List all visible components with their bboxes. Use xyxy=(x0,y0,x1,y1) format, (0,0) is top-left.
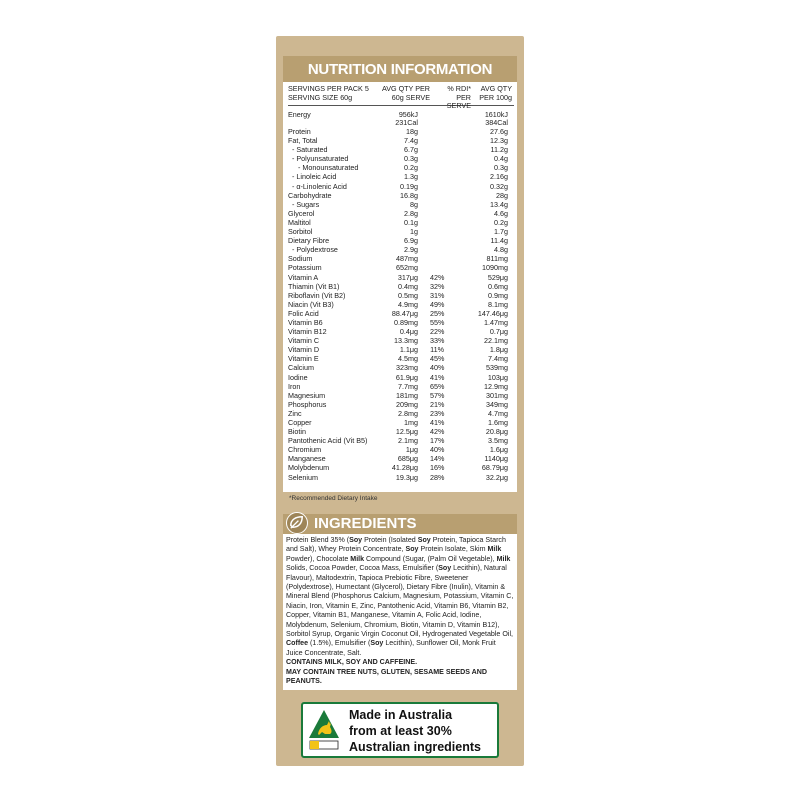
per-serve-value: 2.8mg xyxy=(398,408,418,418)
per-serve-value: 12.5μg xyxy=(395,427,418,437)
col-rdi-line1: % RDI* xyxy=(447,84,471,93)
per-100g-value: 1.7g xyxy=(494,227,508,237)
nutrient-name: Manganese xyxy=(288,454,326,464)
table-row xyxy=(288,254,514,263)
nutrient-name: Iodine xyxy=(288,372,308,382)
nutrient-name: Protein xyxy=(288,127,311,136)
table-row xyxy=(288,209,514,218)
per-serve-value: 0.19g xyxy=(400,181,418,191)
per-serve-value: 4.5mg xyxy=(398,354,418,364)
rdi-value: 23% xyxy=(430,408,445,418)
per-100g-value: 3.5mg xyxy=(488,436,508,446)
table-row xyxy=(288,218,514,227)
per-serve-value: 6.7g xyxy=(404,145,418,155)
nutrition-rows xyxy=(288,110,514,482)
per-serve-value: 4.9mg xyxy=(398,299,418,309)
ingredient-text: Compound (Sugar, (Palm Oil Vegetable), xyxy=(364,554,497,563)
table-row xyxy=(288,245,514,254)
per-serve-value: 181mg xyxy=(396,390,418,400)
table-row xyxy=(288,191,514,200)
rdi-value: 49% xyxy=(430,299,445,309)
table-row xyxy=(288,263,514,272)
per-100g-value: 103μg xyxy=(487,372,508,382)
table-row xyxy=(288,154,514,163)
serving-size: SERVING SIZE 60g xyxy=(288,92,353,102)
nutrient-name: Thiamin (Vit B1) xyxy=(288,281,340,291)
allergen-word: Soy xyxy=(405,545,419,554)
per-100g-value: 11.2g xyxy=(490,145,508,155)
table-row xyxy=(288,354,514,363)
rdi-value: 42% xyxy=(430,272,445,282)
rdi-value: 33% xyxy=(430,336,445,346)
per-serve-value: 88.47μg xyxy=(391,308,418,318)
table-row xyxy=(288,110,514,127)
per-serve-value: 7.4g xyxy=(404,136,418,146)
per-serve-value: 1.1μg xyxy=(399,345,418,355)
badge-line3: Australian ingredients xyxy=(349,740,481,754)
nutrient-name: Maltitol xyxy=(288,217,311,227)
per-100g-value: 28g xyxy=(496,190,508,200)
servings-info xyxy=(288,85,378,102)
rdi-value: 21% xyxy=(430,399,445,409)
table-row xyxy=(288,445,514,454)
table-row xyxy=(288,436,514,445)
nutrient-name: Carbohydrate xyxy=(288,190,332,200)
rdi-value: 41% xyxy=(430,418,445,427)
table-row xyxy=(288,318,514,327)
per-100g-value: 1.6μg xyxy=(489,445,508,455)
nutrient-name: Folic Acid xyxy=(288,308,319,318)
col-per-serve-line1: AVG QTY PER xyxy=(381,84,430,93)
per-100g-value: 32.2μg xyxy=(485,472,508,482)
per-serve-value: 1.3g xyxy=(404,172,418,182)
allergen-word: Coffee xyxy=(286,639,309,648)
nutrient-name: Phosphorus xyxy=(288,399,327,409)
per-100g-value: 0.6mg xyxy=(488,281,508,291)
per-serve-value: 2.8g xyxy=(404,208,418,218)
rdi-value: 55% xyxy=(430,317,445,327)
nutrient-name: Magnesium xyxy=(288,390,326,400)
per-100g-value: 529μg xyxy=(487,272,508,282)
per-serve-value: 6.9g xyxy=(404,236,418,246)
per-serve-value: 323mg xyxy=(396,363,418,373)
per-serve-value: 0.89mg xyxy=(394,317,418,327)
rdi-value: 28% xyxy=(430,472,445,482)
nutrient-name: Iron xyxy=(288,381,301,391)
table-row xyxy=(288,227,514,236)
rdi-value: 65% xyxy=(430,381,445,391)
table-row xyxy=(288,454,514,463)
per-serve-value: 317μg xyxy=(397,272,418,282)
per-serve-value: 209mg xyxy=(396,399,418,409)
per-100g-value: 27.6g xyxy=(490,127,508,136)
nutrient-name: - Monounsaturated xyxy=(288,163,359,173)
nutrient-name: - Polydextrose xyxy=(288,245,338,255)
per-100g-value: 4.8g xyxy=(494,245,508,255)
nutrient-name: Vitamin E xyxy=(288,354,319,364)
per-100g-value: 0.3g xyxy=(494,163,508,173)
ingredient-text: Lecithin), Natural Flavour), Maltodextrin, Tapioca Prebiotic Fibre, Sweetener (Polydextrose), Humectant (Glycerol), Dietary Fibre (Inulin), Vitamin & Mineral Blend (Phosphorus Calcium, Magnesium, Potassium, Vitamin C, Niacin, Iron, Vitamin E, Zinc, Pantothenic Acid, Vitamin B6, Vitamin B2, Copper, Vitamin B1, Manganese, Vitamin A, Folic Acid, Iodine, Molybdenum, Selenium, Chromium, Biotin, Vitamin D, Vitamin B12), Sorbitol Syrup, Organic Virgin Coconut Oil, Hydrogenated Vegetable Oil, xyxy=(286,564,514,639)
ingredient-text: (1.5%), Emulsifier ( xyxy=(308,639,371,648)
table-row xyxy=(288,282,514,291)
per-100g-value: 1090mg xyxy=(482,263,508,273)
ingredient-text: Protein Blend 35% ( xyxy=(286,536,350,544)
col-per-serve-line2: 60g SERVE xyxy=(391,92,430,102)
allergen-word: Soy xyxy=(438,564,452,573)
allergen-word: Soy xyxy=(370,639,384,648)
table-row xyxy=(288,336,514,345)
table-row xyxy=(288,463,514,472)
per-100g-value: 147.46μg xyxy=(477,308,508,318)
rdi-value: 31% xyxy=(430,290,445,300)
nutrition-header xyxy=(288,84,514,110)
nutrient-name: - Linoleic Acid xyxy=(288,172,337,182)
nutrition-title: NUTRITION INFORMATION xyxy=(283,56,517,82)
allergen-word: Milk xyxy=(350,554,365,563)
per-100g-value: 12.3g xyxy=(490,136,508,146)
per-100g-value: 0.9mg xyxy=(488,290,508,300)
made-in-australia-badge xyxy=(301,702,499,758)
ingredient-text: Protein, Tapioca Starch and Salt), Whey Protein Concentrate, xyxy=(286,536,506,554)
per-100g-value: 12.9mg xyxy=(484,381,508,391)
table-row xyxy=(288,382,514,391)
nutrient-name: Fat, Total xyxy=(288,136,318,146)
badge-text xyxy=(349,707,481,755)
nutrient-name: Calcium xyxy=(288,363,314,373)
per-serve-value: 61.9μg xyxy=(395,372,418,382)
per-100g-value: 20.8μg xyxy=(485,427,508,437)
table-row xyxy=(288,127,514,136)
nutrient-name: - α-Linolenic Acid xyxy=(288,181,347,191)
rdi-value: 22% xyxy=(430,327,445,337)
ingredient-text: Solids, Cocoa Powder, Cocoa Mass, Emulsifier ( xyxy=(286,564,439,573)
per-serve-value: 0.4μg xyxy=(399,327,418,337)
per-serve-value: 652mg xyxy=(396,263,418,273)
nutrient-name: Selenium xyxy=(288,472,318,482)
ingredient-text: Lecithin), Sunflower Oil, Monk Fruit Juice Concentrate, Salt. xyxy=(286,639,496,657)
per-serve-value: 8g xyxy=(410,199,418,209)
table-row xyxy=(288,236,514,245)
table-row xyxy=(288,273,514,282)
nutrient-name: Glycerol xyxy=(288,208,315,218)
per-serve-value: 19.3μg xyxy=(395,472,418,482)
badge-line2: from at least 30% xyxy=(349,724,452,738)
allergen-word: Milk xyxy=(487,545,502,554)
col-per-100g-header xyxy=(473,85,512,102)
nutrient-name: Energy xyxy=(288,110,311,119)
per-serve-value: 487mg xyxy=(396,254,418,264)
nutrient-name: Molybdenum xyxy=(288,463,330,473)
per-serve-value: 16.8g xyxy=(400,190,418,200)
nutrition-table xyxy=(283,82,517,492)
rdi-value: 32% xyxy=(430,281,445,291)
per-serve-value: 7.7mg xyxy=(398,381,418,391)
table-row xyxy=(288,163,514,172)
rdi-value: 25% xyxy=(430,308,445,318)
per-100g-value: 4.7mg xyxy=(488,408,508,418)
table-row xyxy=(288,145,514,154)
per-100g-value: 1140μg xyxy=(484,454,508,464)
servings-per-pack: SERVINGS PER PACK 5 xyxy=(288,84,369,93)
col-per-100g-line2: PER 100g xyxy=(479,92,512,102)
nutrient-name: Riboflavin (Vit B2) xyxy=(288,290,346,300)
per-serve-value: 1μg xyxy=(405,445,418,455)
per-100g-value: 1610kJ xyxy=(484,110,508,119)
col-per-serve-header xyxy=(380,85,430,102)
table-row xyxy=(288,300,514,309)
per-100g-value: 301mg xyxy=(486,390,508,400)
rdi-value: 42% xyxy=(430,427,445,437)
nutrient-name: - Saturated xyxy=(288,145,328,155)
per-100g-value: 539mg xyxy=(486,363,508,373)
allergen-word: Soy xyxy=(349,536,363,544)
nutrient-name: Dietary Fibre xyxy=(288,236,330,246)
table-row xyxy=(288,409,514,418)
table-row xyxy=(288,291,514,300)
nutrient-name: Zinc xyxy=(288,408,302,418)
per-100g-value: 8.1mg xyxy=(488,299,508,309)
rdi-value: 14% xyxy=(430,454,445,464)
rdi-value: 40% xyxy=(430,445,445,455)
table-row xyxy=(288,327,514,336)
per-serve-value: 41.28μg xyxy=(391,463,418,473)
per-serve-value: 0.1g xyxy=(404,217,418,227)
per-100g-value: 11.4g xyxy=(490,236,508,246)
rdi-value: 17% xyxy=(430,436,445,446)
nutrient-name: Pantothenic Acid (Vit B5) xyxy=(288,436,368,446)
nutrient-name: Vitamin D xyxy=(288,345,320,355)
per-serve-value: 0.2g xyxy=(404,163,418,173)
ingredient-text: Powder), Chocolate xyxy=(286,554,351,563)
allergen-word: Milk xyxy=(496,554,511,563)
per-100g-value: 22.1mg xyxy=(484,336,508,346)
table-row xyxy=(288,172,514,181)
per-100g-value: 1.47mg xyxy=(484,317,508,327)
nutrient-name: Copper xyxy=(288,418,312,427)
allergen-may-contain: MAY CONTAIN TREE NUTS, GLUTEN, SESAME SEEDS AND PEANUTS. xyxy=(286,667,488,686)
col-per-100g-line1: AVG QTY xyxy=(480,84,512,93)
per-serve-value: 1g xyxy=(410,227,418,237)
per-100g-value-2: 384Cal xyxy=(485,118,508,127)
ingredients-text xyxy=(286,536,514,687)
per-serve-value: 1mg xyxy=(404,418,418,427)
nutrient-name: Potassium xyxy=(288,263,322,273)
nutrient-name: Vitamin A xyxy=(288,272,319,282)
table-row xyxy=(288,391,514,400)
table-row xyxy=(288,200,514,209)
per-100g-value: 811mg xyxy=(486,254,508,264)
ingredients-list xyxy=(286,536,513,657)
allergen-contains: CONTAINS MILK, SOY AND CAFFEINE. xyxy=(286,658,418,667)
per-100g-value: 0.32g xyxy=(490,181,508,191)
nutrient-name: Sorbitol xyxy=(288,227,313,237)
per-100g-value: 1.6mg xyxy=(488,418,508,427)
per-serve-value: 956kJ xyxy=(398,110,418,119)
per-100g-value: 1.8μg xyxy=(489,345,508,355)
per-100g-value: 13.4g xyxy=(490,199,508,209)
table-row xyxy=(288,182,514,191)
per-serve-value-2: 231Cal xyxy=(395,118,418,127)
per-serve-value: 2.1mg xyxy=(398,436,418,446)
nutrient-name: - Polyunsaturated xyxy=(288,154,349,164)
col-rdi-header xyxy=(431,85,471,111)
ingredient-text: Protein (Isolated xyxy=(362,536,418,544)
table-row xyxy=(288,345,514,354)
per-100g-value: 0.7μg xyxy=(489,327,508,337)
per-serve-value: 18g xyxy=(406,127,418,136)
col-rdi-line2: PER SERVE xyxy=(446,92,471,110)
per-100g-value: 7.4mg xyxy=(488,354,508,364)
nutrient-name: Vitamin B6 xyxy=(288,317,323,327)
ingredients-title: INGREDIENTS xyxy=(314,515,417,532)
per-serve-value: 685μg xyxy=(397,454,418,464)
nutrient-name: Chromium xyxy=(288,445,322,455)
rdi-value: 41% xyxy=(430,372,445,382)
leaf-icon xyxy=(286,512,308,534)
kangaroo-triangle-logo xyxy=(308,708,340,752)
nutrient-name: Niacin (Vit B3) xyxy=(288,299,334,309)
table-row xyxy=(288,363,514,372)
rdi-value: 16% xyxy=(430,463,445,473)
rdi-footnote: *Recommended Dietary Intake xyxy=(289,495,378,502)
badge-line1: Made in Australia xyxy=(349,708,453,722)
table-row xyxy=(288,400,514,409)
per-100g-value: 0.4g xyxy=(494,154,508,164)
nutrient-name: - Sugars xyxy=(288,199,320,209)
table-row xyxy=(288,136,514,145)
nutrient-name: Biotin xyxy=(288,427,306,437)
per-100g-value: 0.2g xyxy=(494,217,508,227)
table-row xyxy=(288,427,514,436)
nutrient-name: Sodium xyxy=(288,254,313,264)
per-100g-value: 4.6g xyxy=(494,208,508,218)
table-row xyxy=(288,373,514,382)
per-100g-value: 68.79μg xyxy=(481,463,508,473)
per-serve-value: 0.5mg xyxy=(398,290,418,300)
table-row xyxy=(288,473,514,482)
table-row xyxy=(288,418,514,427)
rdi-value: 45% xyxy=(430,354,445,364)
rdi-value: 57% xyxy=(430,390,445,400)
nutrient-name: Vitamin C xyxy=(288,336,320,346)
per-serve-value: 0.4mg xyxy=(398,281,418,291)
ingredients-box xyxy=(283,534,517,690)
per-100g-value: 349mg xyxy=(486,399,508,409)
rdi-value: 11% xyxy=(430,345,444,355)
ingredient-text: Protein Isolate, Skim xyxy=(418,545,488,554)
per-100g-value: 2.16g xyxy=(490,172,508,182)
table-row xyxy=(288,309,514,318)
per-serve-value: 2.9g xyxy=(404,245,418,255)
per-serve-value: 13.3mg xyxy=(394,336,418,346)
rdi-value: 40% xyxy=(430,363,445,373)
per-serve-value: 0.3g xyxy=(404,154,418,164)
allergen-word: Soy xyxy=(417,536,431,544)
nutrient-name: Vitamin B12 xyxy=(288,327,327,337)
